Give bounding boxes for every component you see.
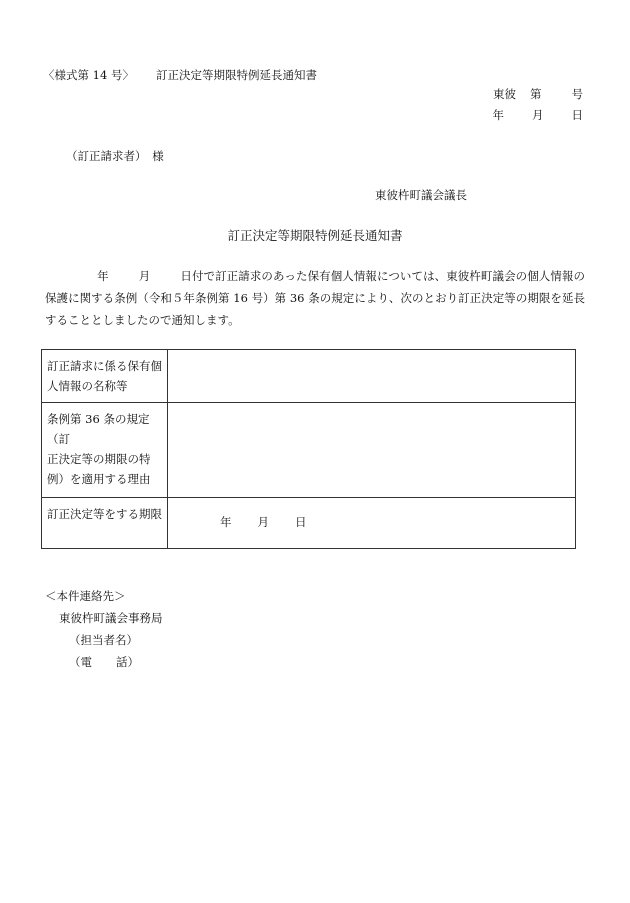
- issuer: 東彼杵町議会議長: [375, 188, 467, 202]
- row3-month: 月: [257, 515, 269, 529]
- contact-block: [45, 585, 163, 673]
- date-year: 年: [492, 108, 504, 122]
- contact-phone-label: [45, 651, 163, 673]
- table-row: [42, 403, 576, 498]
- body-text: 日付で訂正請求のあった保有個人情報については、東彼杵町議会の個人情報の保護に関する条例（令和５年条例第 16 号）第 36 条の規定により、次のとおり訂正決定等の期限を延長することとしましたので通知します。: [45, 269, 586, 327]
- ref-org: 東彼: [493, 87, 516, 101]
- row3-year: 年: [220, 515, 232, 529]
- reference-number: [493, 86, 583, 102]
- phone-label-a: （電: [69, 655, 92, 669]
- contact-heading: ＜本件連絡先＞: [45, 589, 126, 603]
- form-number: 〈様式第 14 号〉: [43, 68, 134, 82]
- row1-value: [168, 350, 576, 403]
- row3-label: 訂正決定等をする期限: [42, 498, 168, 549]
- row1-label: 訂正請求に係る保有個人情報の名称等: [42, 350, 168, 403]
- ref-go: 号: [571, 87, 583, 101]
- row3-day: 日: [295, 515, 307, 529]
- ref-dai: 第: [530, 87, 542, 101]
- table-row: [42, 498, 576, 549]
- row3-value: [168, 498, 576, 549]
- body-month: 月: [138, 269, 151, 283]
- row2-label-line-b: 正決定等の期限の特例）を適用する理由: [47, 452, 151, 486]
- row2-value: [168, 403, 576, 498]
- contact-office: 東彼杵町議会事務局: [59, 611, 163, 625]
- body-year: 年: [97, 269, 109, 283]
- details-table: [41, 349, 576, 549]
- date-month: 月: [532, 108, 544, 122]
- form-name: 訂正決定等期限特例延長通知書: [155, 68, 317, 82]
- form-header: [43, 67, 317, 83]
- contact-person-label: （担当者名）: [69, 633, 138, 647]
- phone-label-b: 話）: [116, 655, 139, 669]
- issue-date: [493, 107, 584, 123]
- body-paragraph: [45, 265, 585, 331]
- date-day: 日: [571, 108, 583, 122]
- table-row: [42, 350, 576, 403]
- row2-label: [42, 403, 168, 498]
- document-title: 訂正決定等期限特例延長通知書: [227, 228, 403, 243]
- row2-label-line-a: 条例第 36 条の規定（訂: [47, 412, 150, 446]
- addressee: （訂正請求者） 様: [66, 149, 164, 163]
